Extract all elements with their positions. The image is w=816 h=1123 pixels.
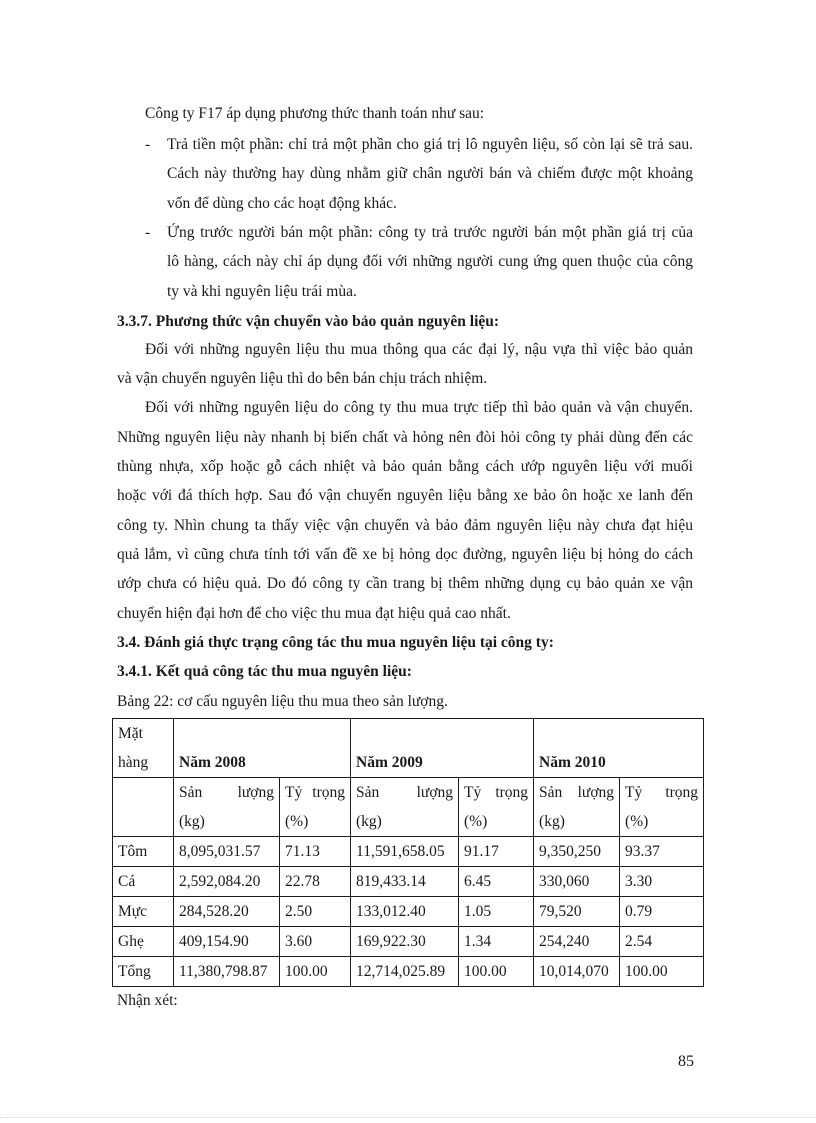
share-header-word: trọng [665, 784, 699, 801]
corner-header-line-1: Mặt [118, 725, 143, 742]
value-cell: 2.50 [280, 897, 351, 927]
share-unit: (%) [464, 813, 488, 830]
value-cell: 133,012.40 [351, 897, 459, 927]
share-header-2010 [620, 778, 704, 837]
table-subheader-row [113, 778, 704, 837]
bullet-marker: - [145, 136, 151, 153]
bullet-1-line-1: Trả tiền một phần: chỉ trả một phần cho giá trị lô nguyên liệu, số còn lại sẽ trả sau. [167, 136, 693, 153]
quantity-header-2009 [351, 778, 459, 837]
remark-label: Nhận xét: [117, 992, 178, 1009]
share-header-word: Tỷ [625, 784, 643, 801]
share-unit: (%) [625, 813, 649, 830]
paragraph-2-line-8: chuyển hiện đại hơn để cho việc thu mua đạt hiệu quả cao nhất. [117, 605, 511, 622]
section-3-4-heading: 3.4. Đánh giá thực trạng công tác thu mua nguyên liệu tại công ty: [117, 634, 554, 651]
section-3-4-1-heading: 3.4.1. Kết quả công tác thu mua nguyên liệu: [117, 663, 412, 680]
item-cell: Tổng [113, 957, 174, 987]
paragraph-2-line-3: thùng nhựa, xốp hoặc gỗ cách nhiệt và bảo quản bằng cách ướp nguyên liệu với muối [117, 458, 693, 475]
quantity-header-word: lượng [416, 784, 454, 801]
value-cell: 0.79 [620, 897, 704, 927]
value-cell: 284,528.20 [174, 897, 280, 927]
value-cell: 12,714,025.89 [351, 957, 459, 987]
value-cell: 91.17 [459, 837, 534, 867]
bullet-2-line-1: Ứng trước người bán một phần: công ty trả trước người bán một phần giá trị của [167, 224, 693, 241]
value-cell: 169,922.30 [351, 927, 459, 957]
quantity-header-word: Sản [356, 784, 380, 801]
quantity-unit: (kg) [179, 813, 205, 830]
value-cell: 1.34 [459, 927, 534, 957]
bullet-2-line-2: lô hàng, cách này chỉ áp dụng đối với những người cung ứng quen thuộc của công [167, 253, 693, 270]
paragraph-2-line-7: ướp chưa có hiệu quả. Do đó công ty cần trang bị thêm những dụng cụ bảo quản xe vận [117, 575, 693, 592]
value-cell: 2,592,084.20 [174, 867, 280, 897]
section-3-3-7-heading: 3.3.7. Phương thức vận chuyển vào bảo quản nguyên liệu: [117, 313, 500, 330]
item-cell: Mực [113, 897, 174, 927]
value-cell: 2.54 [620, 927, 704, 957]
corner-header-line-2: hàng [118, 754, 149, 771]
value-cell: 330,060 [534, 867, 620, 897]
share-header-word: trọng [495, 784, 529, 801]
table-row [113, 837, 704, 867]
page-bottom-divider [0, 1117, 816, 1118]
paragraph-2-line-1: Đối với những nguyên liệu do công ty thu mua trực tiếp thì bảo quản và vận chuyển. [145, 399, 693, 416]
value-cell: 22.78 [280, 867, 351, 897]
value-cell: 10,014,070 [534, 957, 620, 987]
value-cell: 100.00 [280, 957, 351, 987]
quantity-header-word: Sản [179, 784, 203, 801]
value-cell: 9,350,250 [534, 837, 620, 867]
table-row [113, 897, 704, 927]
quantity-unit: (kg) [356, 813, 382, 830]
value-cell: 819,433.14 [351, 867, 459, 897]
paragraph-2-line-4: hoặc với đá thích hợp. Sau đó vận chuyển nguyên liệu bằng xe bảo ôn hoặc xe lanh đến [117, 487, 693, 504]
bullet-1-line-3: vốn để dùng cho các hoạt động khác. [167, 195, 397, 212]
quantity-header-2008 [174, 778, 280, 837]
value-cell: 11,591,658.05 [351, 837, 459, 867]
quantity-header-word: lượng [577, 784, 615, 801]
production-structure-table [112, 718, 704, 987]
bullet-1-line-2: Cách này thường hay dùng nhằm giữ chân người bán và chiếm được một khoảng [167, 165, 693, 182]
share-header-word: Tỷ [464, 784, 482, 801]
empty-subheader-cell [113, 778, 174, 837]
paragraph-2-line-2: Những nguyên liệu này nhanh bị biến chất và hỏng nên đòi hỏi công ty phải dùng đến các [117, 429, 693, 446]
quantity-unit: (kg) [539, 813, 565, 830]
value-cell: 100.00 [620, 957, 704, 987]
paragraph-2-line-6: quả lắm, vì cũng chưa tính tới vấn đề xe bị hỏng dọc đường, nguyên liệu bị hỏng do cách [117, 546, 693, 563]
value-cell: 71.13 [280, 837, 351, 867]
value-cell: 11,380,798.87 [174, 957, 280, 987]
item-cell: Tôm [113, 837, 174, 867]
value-cell: 8,095,031.57 [174, 837, 280, 867]
bullet-marker: - [145, 224, 151, 241]
corner-header-cell [113, 719, 174, 778]
paragraph-2-line-5: công ty. Nhìn chung ta thấy việc vận chuyển và bảo đảm nguyên liệu này chưa đạt hiệu [117, 517, 693, 534]
share-header-word: trọng [312, 784, 346, 801]
table-row [113, 867, 704, 897]
bullet-2-line-3: ty và khi nguyên liệu trái mùa. [167, 283, 357, 300]
value-cell: 6.45 [459, 867, 534, 897]
intro-text: Công ty F17 áp dụng phương thức thanh toán như sau: [145, 105, 485, 122]
table-row [113, 927, 704, 957]
paragraph-1-line-2: và vận chuyển nguyên liệu thì do bên bán chịu trách nhiệm. [117, 370, 488, 387]
item-cell: Ghẹ [113, 927, 174, 957]
share-unit: (%) [285, 813, 309, 830]
quantity-header-2010 [534, 778, 620, 837]
share-header-2009 [459, 778, 534, 837]
value-cell: 3.60 [280, 927, 351, 957]
value-cell: 254,240 [534, 927, 620, 957]
year-2010-header: Năm 2010 [534, 719, 704, 778]
value-cell: 93.37 [620, 837, 704, 867]
item-cell: Cá [113, 867, 174, 897]
value-cell: 1.05 [459, 897, 534, 927]
page-number: 85 [678, 1053, 694, 1070]
share-header-word: Tỷ [285, 784, 303, 801]
quantity-header-word: lượng [237, 784, 274, 801]
quantity-header-word: Sản [539, 784, 563, 801]
value-cell: 3.30 [620, 867, 704, 897]
share-header-2008 [280, 778, 351, 837]
value-cell: 409,154.90 [174, 927, 280, 957]
table-total-row [113, 957, 704, 987]
paragraph-1-line-1: Đối với những nguyên liệu thu mua thông qua các đại lý, nậu vựa thì việc bảo quản [145, 341, 693, 358]
year-2008-header: Năm 2008 [174, 719, 351, 778]
value-cell: 100.00 [459, 957, 534, 987]
year-2009-header: Năm 2009 [351, 719, 534, 778]
table-header-row [113, 719, 704, 778]
value-cell: 79,520 [534, 897, 620, 927]
table-caption: Bảng 22: cơ cấu nguyên liệu thu mua theo sản lượng. [117, 693, 448, 710]
